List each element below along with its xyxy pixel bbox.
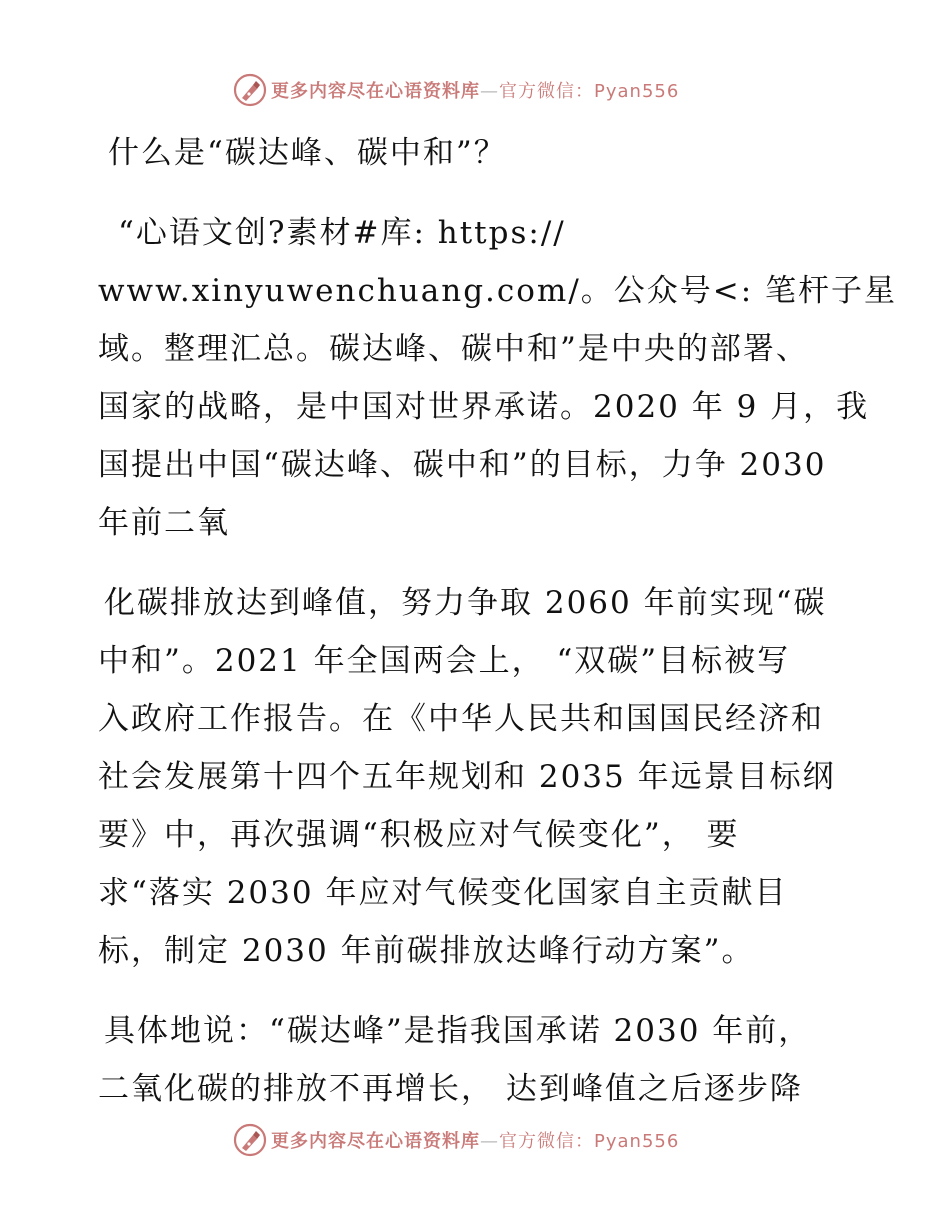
paragraph-line: 域。整理汇总。碳达峰、碳中和”是中央的部署、: [98, 331, 809, 367]
paragraph-2: [98, 574, 868, 980]
pen-nib-logo-icon: [233, 1123, 267, 1157]
paragraph-line: 化碳排放达到峰值，努力争取 2060 年前实现“碳: [104, 585, 827, 621]
pen-nib-logo-icon: [233, 73, 267, 107]
paragraph-line: 入政府工作报告。在《中华人民共和国国民经济和: [98, 701, 824, 737]
paragraph-line: 要》中，再次强调“积极应对气候变化”， 要: [98, 817, 740, 853]
watermark-main-text: 更多内容尽在心语资料库: [271, 1131, 480, 1152]
watermark-id: Pyan556: [594, 1131, 680, 1152]
watermark-id: Pyan556: [594, 81, 680, 102]
watermark-label: 官方微信：: [499, 81, 594, 102]
document-body: [98, 120, 898, 1118]
watermark-separator: —: [480, 1131, 499, 1152]
paragraph-line: 年前二氧: [98, 505, 230, 541]
watermark-label: 官方微信：: [499, 1131, 594, 1152]
paragraph-line: 具体地说：“碳达峰”是指我国承诺 2030 年前，: [104, 1013, 812, 1049]
document-title: 什么是“碳达峰、碳中和”？: [108, 135, 507, 171]
watermark-separator: —: [480, 81, 499, 102]
paragraph-line: 国家的战略，是中国对世界承诺。2020 年 9 月，我: [98, 389, 870, 425]
watermark-main-text: 更多内容尽在心语资料库: [271, 81, 480, 102]
watermark-header: [233, 70, 733, 110]
paragraph-line: 求“落实 2030 年应对气候变化国家自主贡献目: [98, 875, 788, 911]
paragraph-line: 二氧化碳的排放不再增长， 达到峰值之后逐步降: [98, 1071, 803, 1107]
paragraph-line: www.xinyuwenchuang.com/。公众号<: 笔杆子星: [98, 273, 898, 309]
watermark-footer: [233, 1120, 733, 1160]
paragraph-line: 标，制定 2030 年前碳排放达峰行动方案”。: [98, 933, 755, 969]
paragraph-1: [98, 204, 898, 552]
paragraph-line: 中和”。2021 年全国两会上， “双碳”目标被写: [98, 643, 791, 679]
paragraph-line: “心语文创?素材#库: https://: [118, 215, 566, 251]
paragraph-line: 社会发展第十四个五年规划和 2035 年远景目标纲: [98, 759, 836, 795]
paragraph-line: 国提出中国“碳达峰、碳中和”的目标，力争 2030: [98, 447, 827, 483]
paragraph-3: [98, 1002, 868, 1118]
